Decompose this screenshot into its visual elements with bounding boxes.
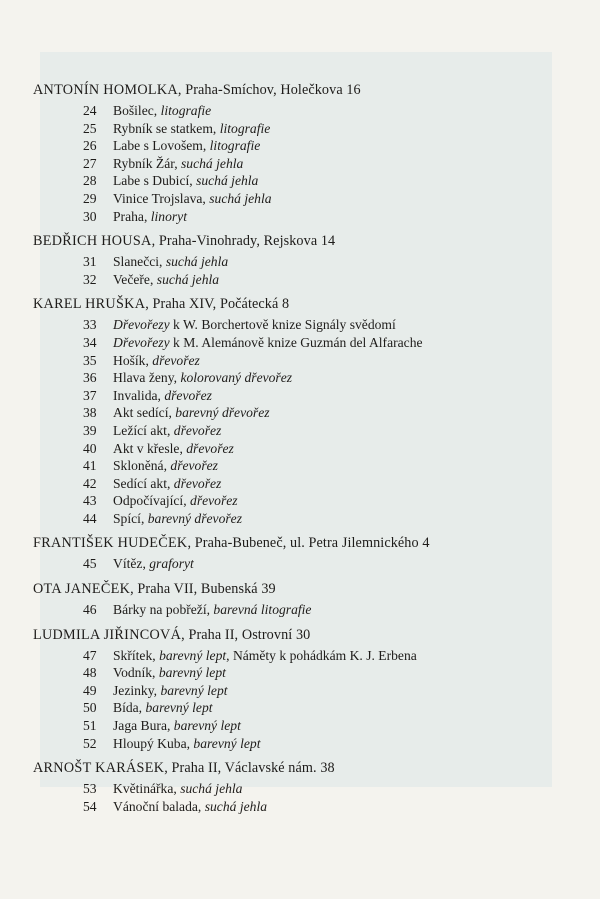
catalogue-entry [33,699,578,717]
catalogue-entry [33,190,578,208]
artist-name: BEDŘICH HOUSA [33,233,152,250]
entry-text [113,647,417,665]
catalogue-entry [33,155,578,173]
artist-section [33,625,578,753]
entry-technique: kolorovaný dřevořez [180,370,293,386]
catalogue-entry [33,352,578,370]
artist-section [33,80,578,225]
entry-technique: barevný dřevořez [175,405,270,421]
entry-title: Rybník Žár, [113,155,182,171]
entry-text [113,404,270,422]
entry-title: Skřítek, [113,647,160,663]
catalogue-entry [33,510,578,528]
entry-number: 30 [83,208,97,224]
entry-technique: suchá jehla [181,155,244,171]
catalogue-entry [33,798,578,816]
entry-technique: barevný lept [173,718,241,734]
entry-number: 29 [83,190,97,206]
entry-number: 37 [83,387,97,403]
entry-technique: litografie [209,138,261,154]
artist-address: , Praha VII, Bubenská 39 [130,581,276,598]
catalogue-entry [33,369,578,387]
entry-text [113,316,396,334]
entry-text [113,155,243,173]
artist-heading [33,533,578,555]
entry-number: 47 [83,647,97,663]
entry-title: Labe s Dubicí, [113,173,197,189]
entry-technique: dřevořez [152,352,200,368]
entry-number: 28 [83,173,97,189]
entry-text [113,475,221,493]
entry-technique: dřevořez [190,493,238,509]
artist-address: , Praha-Bubeneč, ul. Petra Jilemnického 4 [187,535,430,552]
artist-name: ARNOŠT KARÁSEK [33,760,165,777]
catalogue-entry [33,137,578,155]
entry-title: Spící, [113,510,148,526]
artist-name: LUDMILA JIŘINCOVÁ [33,626,182,643]
entry-number: 36 [83,370,97,386]
catalogue-entry [33,422,578,440]
entry-text [113,369,292,387]
entry-technique: suchá jehla [156,271,220,287]
entry-text [113,137,260,155]
entry-text [113,699,213,717]
entry-title: Vodník, [113,665,159,681]
entry-number: 46 [83,602,97,618]
entry-number: 44 [83,510,97,526]
entry-technique: suchá jehla [165,254,229,270]
entry-title: Ležící akt, [113,422,174,438]
catalogue-entry [33,457,578,475]
catalogue-entry [33,682,578,700]
artist-address: , Praha-Smíchov, Holečkova 16 [177,82,361,98]
entry-technique: barevný lept [158,665,226,681]
catalogue-entry [33,271,578,289]
entry-text [113,102,211,120]
artist-address: , Praha II, Ostrovní 30 [181,626,311,643]
catalogue-entry [33,647,578,665]
entry-text [113,510,242,528]
entry-title: Slanečci, [113,254,166,270]
entry-text [113,190,272,208]
entry-technique: barevná litografie [213,602,312,618]
entry-text [113,440,234,458]
entry-number: 45 [83,556,97,572]
entry-number: 48 [83,665,97,681]
entry-lead: Dřevořezy [113,334,170,350]
entry-text [113,422,221,440]
entry-title: k M. Alemánově knize Guzmán del Alfarache [169,334,423,350]
entry-title: Vítěz, [113,556,150,572]
entry-technique: dřevořez [173,422,222,438]
catalogue-entry [33,717,578,735]
entry-number: 38 [83,405,97,421]
entry-number: 42 [83,475,97,491]
catalogue-entry [33,440,578,458]
entry-number: 49 [83,682,97,698]
entry-title: Bošilec, [113,103,161,118]
entry-title: Odpočívající, [113,493,191,509]
entry-number: 34 [83,334,97,350]
entry-technique: dřevořez [164,387,212,403]
artist-heading [33,294,578,316]
entry-technique: dřevořez [170,458,218,474]
artist-name: ANTONÍN HOMOLKA [33,82,178,98]
entry-title: Hošík, [113,352,153,368]
entry-text [113,387,212,405]
artist-section [33,231,578,288]
catalogue-entry [33,601,578,619]
entry-technique: barevný lept [145,700,213,716]
entry-title: Hloupý Kuba, [113,735,194,751]
entry-text [113,271,219,289]
entry-title: Květinářka, [113,781,181,797]
artist-heading [33,625,578,647]
artist-name: FRANTIŠEK HUDEČEK [33,535,188,552]
artist-address: , Praha XIV, Počátecká 8 [145,296,290,313]
catalogue-entry [33,334,578,352]
entry-text [113,601,311,619]
entry-text [113,492,238,510]
entry-text [113,682,228,700]
artist-heading [33,579,578,601]
entry-title: Praha, [113,208,151,224]
entry-title: Jaga Bura, [113,718,174,734]
entry-number: 33 [83,317,97,333]
entry-technique: suchá jehla [204,798,268,814]
catalogue-entry [33,555,578,573]
entry-text [113,735,260,753]
entry-technique: barevný dřevořez [147,510,242,526]
entry-number: 41 [83,458,97,474]
catalogue-entry [33,253,578,271]
entry-number: 27 [83,155,97,171]
entry-number: 51 [83,718,97,734]
entry-technique: graforyt [149,556,194,572]
entry-text [113,798,267,816]
entry-title: Labe s Lovošem, [113,138,210,154]
catalogue-entry [33,102,578,120]
catalogue-entry [33,387,578,405]
artist-heading [33,231,578,253]
catalogue-entry [33,316,578,334]
entry-series-note: , Náměty k pohádkám K. J. Erbena [226,647,417,663]
artist-name: KAREL HRUŠKA [33,296,146,313]
entry-text [113,172,258,190]
entry-number: 40 [83,440,97,456]
entry-text [113,253,228,271]
entry-technique: litografie [160,103,212,118]
entry-title: Akt sedící, [113,405,176,421]
entry-lead: Dřevořezy [113,317,170,333]
entry-technique: barevný lept [159,647,227,663]
artist-section [33,758,578,815]
entry-text [113,352,200,370]
catalogue-entry [33,172,578,190]
entry-title: Jezinky, [113,682,161,698]
entry-technique: suchá jehla [180,781,243,797]
entry-number: 24 [83,103,97,118]
entry-text [113,120,270,138]
entry-title: k W. Borchertově knize Signály svědomí [169,317,396,333]
entry-number: 25 [83,120,97,136]
entry-text [113,780,242,798]
entry-number: 31 [83,254,97,270]
entry-title: Hlava ženy, [113,370,181,386]
catalogue-entry [33,492,578,510]
entry-title: Rybník se statkem, [113,120,220,136]
entry-number: 43 [83,493,97,509]
entry-technique: litografie [219,120,271,136]
artist-address: , Praha II, Václavské nám. 38 [164,760,335,777]
artist-heading [33,80,578,102]
entry-number: 26 [83,138,97,154]
entry-title: Vánoční balada, [113,798,205,814]
entry-number: 53 [83,781,97,797]
catalogue-entry [33,735,578,753]
entry-title: Sedící akt, [113,475,174,491]
catalogue-entry [33,664,578,682]
catalogue-entry [33,120,578,138]
entry-title: Skloněná, [113,458,171,474]
entry-title: Akt v křesle, [113,440,187,456]
entry-text [113,334,423,352]
entry-technique: barevný lept [160,682,228,698]
entry-number: 35 [83,352,97,368]
entry-number: 39 [83,422,97,438]
artist-section [33,294,578,527]
entry-text [113,717,241,735]
entry-number: 52 [83,735,97,751]
entry-text [113,555,194,573]
entry-number: 54 [83,798,97,814]
artist-section [33,533,578,573]
entry-technique: barevný lept [193,735,261,751]
entry-title: Vinice Trojslava, [113,190,210,206]
entry-technique: dřevořez [186,440,234,456]
entry-number: 32 [83,271,97,287]
catalogue-entry [33,404,578,422]
artist-section [33,579,578,619]
entry-technique: suchá jehla [209,190,272,206]
entry-technique: linoryt [150,208,187,224]
entry-text [113,457,218,475]
artist-heading [33,758,578,780]
entry-title: Invalida, [113,387,165,403]
entry-title: Bárky na pobřeží, [113,602,214,618]
catalogue-page [33,80,578,821]
catalogue-entry [33,208,578,226]
artist-address: , Praha-Vinohrady, Rejskova 14 [151,233,336,250]
entry-technique: suchá jehla [196,173,259,189]
entry-title: Bída, [113,700,146,716]
entry-number: 50 [83,700,97,716]
catalogue-entry [33,475,578,493]
catalogue-entry [33,780,578,798]
entry-title: Večeře, [113,271,157,287]
artist-name: OTA JANEČEK [33,581,131,598]
entry-technique: dřevořez [173,475,222,491]
entry-text [113,208,187,226]
entry-text [113,664,226,682]
